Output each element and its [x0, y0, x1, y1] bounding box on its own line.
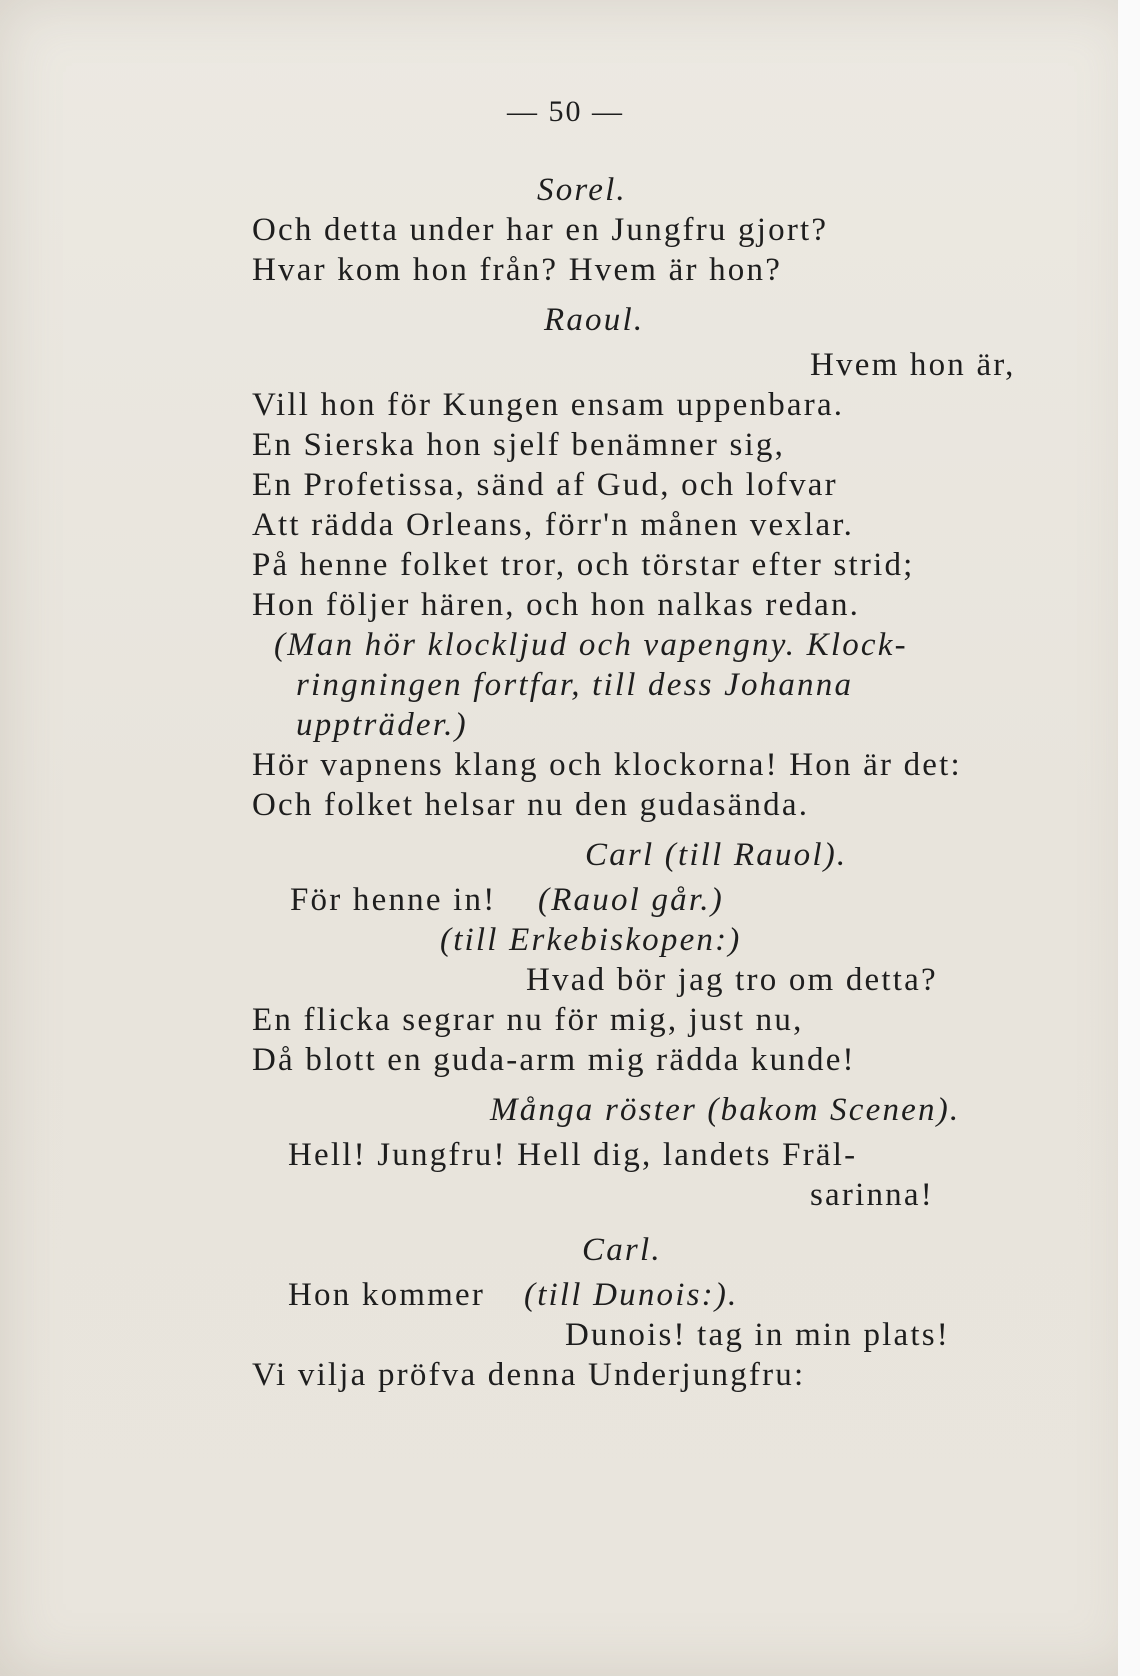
verse-line-18: Hon kommer — [288, 1277, 486, 1313]
speaker-carl-2: Carl. — [582, 1232, 662, 1268]
verse-line-7: Att rädda Orleans, förr'n månen vexlar. — [252, 507, 855, 543]
page-number: — 50 — — [507, 95, 624, 128]
stage-direction-2: ringningen fortfar, till dess Johanna — [296, 667, 854, 703]
page-edge — [1118, 0, 1140, 1676]
verse-line-10: Hör vapnens klang och klockorna! Hon är det: — [252, 747, 962, 783]
verse-line-6: En Profetissa, sänd af Gud, och lofvar — [252, 467, 838, 503]
verse-line-12: För henne in! — [290, 882, 497, 918]
verse-line-17: sarinna! — [810, 1177, 934, 1213]
stage-direction-4: (Rauol går.) — [538, 882, 724, 918]
verse-line-19: Dunois! tag in min plats! — [565, 1317, 950, 1353]
verse-line-13: Hvad bör jag tro om detta? — [526, 962, 938, 998]
speaker-sorel: Sorel. — [537, 172, 627, 208]
speaker-carl-1: Carl (till Rauol). — [585, 837, 848, 873]
stage-direction-6: (till Dunois:). — [524, 1277, 739, 1313]
speaker-raoul: Raoul. — [544, 302, 645, 338]
verse-line-2: Hvar kom hon från? Hvem är hon? — [252, 252, 783, 288]
verse-line-9: Hon följer hären, och hon nalkas redan. — [252, 587, 861, 623]
verse-line-11: Och folket helsar nu den gudasända. — [252, 787, 810, 823]
speaker-many-voices: Många röster (bakom Scenen). — [490, 1092, 961, 1128]
verse-line-4: Vill hon för Kungen ensam uppenbara. — [252, 387, 845, 423]
verse-line-15: Då blott en guda-arm mig rädda kunde! — [252, 1042, 856, 1078]
stage-direction-3: uppträder.) — [296, 707, 468, 743]
verse-line-8: På henne folket tror, och törstar efter strid; — [252, 547, 915, 583]
verse-line-1: Och detta under har en Jungfru gjort? — [252, 212, 829, 248]
stage-direction-5: (till Erkebiskopen:) — [440, 922, 742, 958]
verse-line-5: En Sierska hon sjelf benämner sig, — [252, 427, 786, 463]
verse-line-16: Hell! Jungfru! Hell dig, landets Fräl- — [288, 1137, 858, 1173]
verse-line-14: En flicka segrar nu för mig, just nu, — [252, 1002, 804, 1038]
verse-line-20: Vi vilja pröfva denna Underjungfru: — [252, 1357, 806, 1393]
stage-direction-1: (Man hör klockljud och vapengny. Klock- — [274, 627, 908, 663]
verse-line-3: Hvem hon är, — [810, 347, 1016, 383]
